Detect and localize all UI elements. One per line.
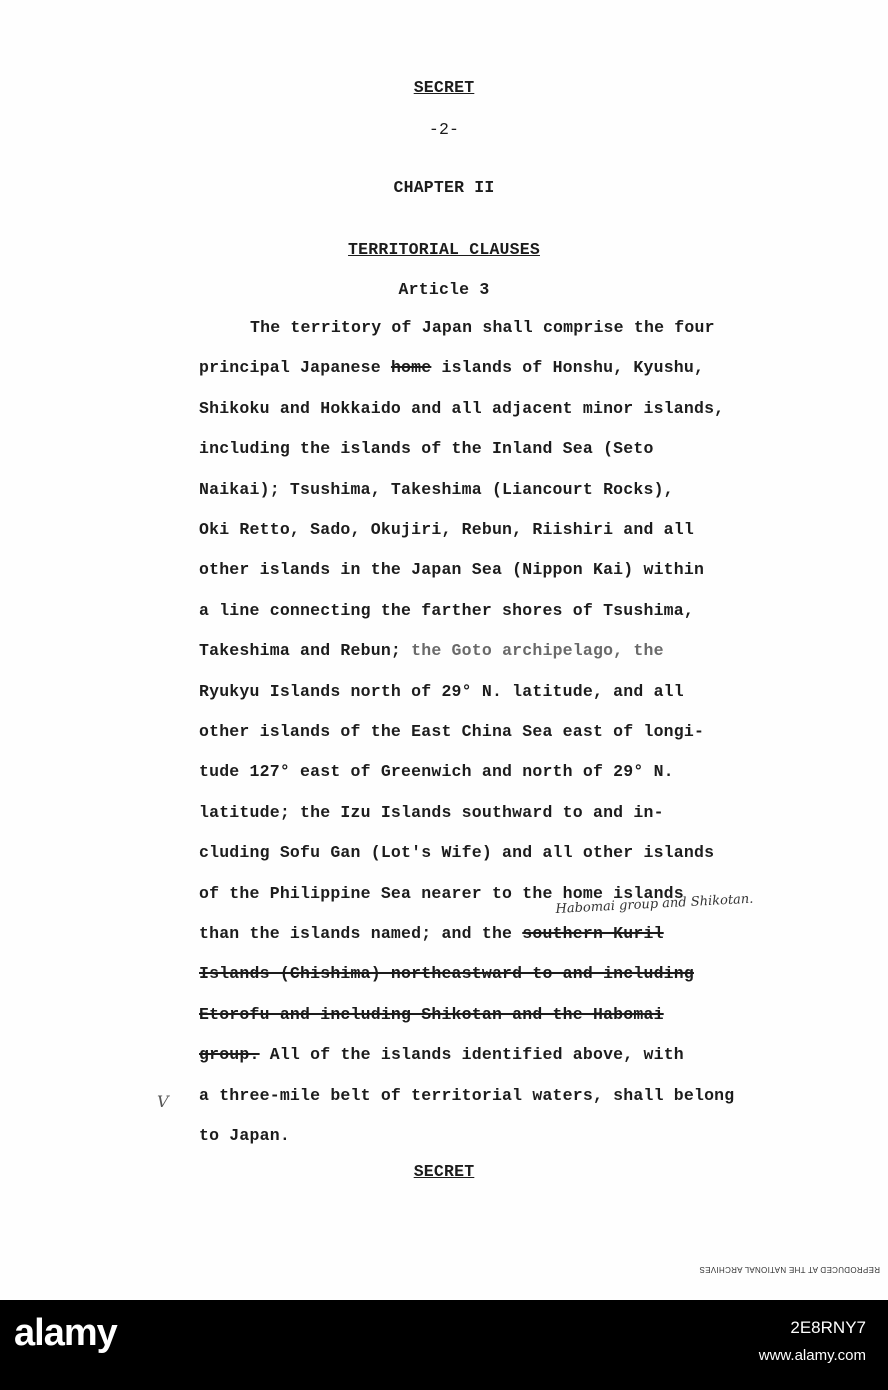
text-line — [199, 843, 714, 862]
section-title: TERRITORIAL CLAUSES — [348, 240, 540, 259]
struck-text: Islands (Chishima) northeastward to and including — [199, 964, 694, 983]
text-line — [199, 399, 724, 418]
line-text: The territory of Japan shall comprise the four — [250, 318, 715, 337]
brand-url: www.alamy.com — [758, 1347, 866, 1364]
text-line — [199, 762, 674, 781]
text-line — [199, 358, 704, 377]
image-code: 2E8RNY7 — [790, 1318, 866, 1337]
faint-text: the Goto archipelago, the — [401, 641, 664, 660]
line-text: Shikoku and Hokkaido and all adjacent minor islands, — [199, 399, 725, 418]
struck-text: southern Kuril — [522, 924, 664, 943]
handwritten-annotation: Habomai group and Shikotan. — [555, 891, 754, 917]
line-text: islands of Honshu, Kyushu, — [431, 358, 705, 377]
text-line — [199, 439, 654, 458]
text-line — [199, 803, 664, 822]
struck-text: Etorofu and including Shikotan and the Habomai — [199, 1005, 664, 1024]
text-line — [250, 318, 715, 337]
margin-mark: V — [157, 1092, 169, 1111]
footer-secret: SECRET — [413, 1162, 475, 1181]
struck-text: home — [390, 358, 432, 377]
line-text: a three-mile belt of territorial waters, shall belong — [199, 1086, 735, 1105]
text-line — [199, 964, 694, 983]
archive-stamp: REPRODUCED AT THE NATIONAL ARCHIVES — [699, 1265, 880, 1274]
line-text: other islands of the East China Sea east of longi- — [199, 722, 705, 741]
text-line — [199, 924, 664, 943]
line-text: including the islands of the Inland Sea (Seto — [199, 439, 654, 458]
line-text: principal Japanese — [199, 358, 391, 377]
article-heading: Article 3 — [398, 280, 490, 299]
page-number: -2- — [428, 120, 460, 139]
watermark-bar — [0, 1300, 888, 1390]
text-line — [199, 682, 684, 701]
line-text: Oki Retto, Sado, Okujiri, Rebun, Riishiri and all — [199, 520, 694, 539]
line-text: than the islands named; and the — [199, 924, 523, 943]
text-line — [199, 480, 674, 499]
chapter-heading: CHAPTER II — [393, 178, 495, 197]
line-text: Takeshima and Rebun; — [199, 641, 402, 660]
text-line — [199, 601, 694, 620]
brand-logo: alamy — [14, 1312, 117, 1354]
line-text: tude 127° east of Greenwich and north of 29° N. — [199, 762, 674, 781]
text-line — [199, 1045, 684, 1064]
text-line — [199, 1086, 734, 1105]
text-line — [199, 722, 704, 741]
line-text: Ryukyu Islands north of 29° N. latitude, and all — [199, 682, 684, 701]
text-line — [199, 560, 704, 579]
line-text: All of the islands identified above, with — [259, 1045, 684, 1064]
text-line — [199, 641, 664, 660]
text-line — [199, 1126, 290, 1145]
line-text: latitude; the Izu Islands southward to and in- — [199, 803, 664, 822]
line-text: other islands in the Japan Sea (Nippon Kai) within — [199, 560, 705, 579]
header-secret: SECRET — [413, 78, 475, 97]
struck-text: group. — [199, 1045, 260, 1064]
line-text: of the Philippine Sea nearer to the home islands — [199, 884, 684, 903]
line-text: to Japan. — [199, 1126, 290, 1145]
line-text: Naikai); Tsushima, Takeshima (Liancourt Rocks), — [199, 480, 674, 499]
text-line — [199, 1005, 664, 1024]
line-text: a line connecting the farther shores of Tsushima, — [199, 601, 694, 620]
text-line — [199, 520, 694, 539]
line-text: cluding Sofu Gan (Lot's Wife) and all other islands — [199, 843, 715, 862]
